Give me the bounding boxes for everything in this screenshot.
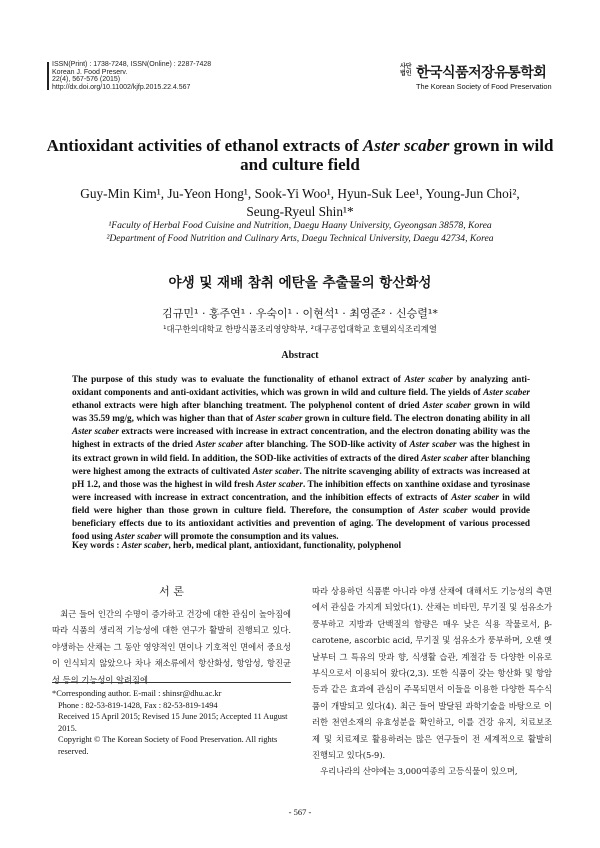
keywords-species: Aster scaber — [121, 540, 169, 550]
keywords-label: Key words : — [72, 540, 122, 550]
paper-title: Antioxidant activities of ethanol extracts of Aster scaber grown in wild and culture field — [46, 136, 554, 174]
meta-line-volume: 22(4), 567-576 (2015) — [52, 76, 121, 84]
meta-line-doi[interactable]: http://dx.doi.org/10.11002/kjfp.2015.22.4.567 — [52, 83, 191, 91]
intro-paragraph-1: 최근 들어 인간의 수명이 증가하고 건강에 대한 관심이 높아짐에 따라 식품의 생리적 기능성에 대한 연구가 활발히 진행되고 있다. 야생하는 산채는 그 동안 영양적인 면이나 기호적인 면에서 중요성이 인식되지 않았으나 차나 채소류에서 항산화성, 항암성, 항진균성 등의 기능성이 알려짐에 — [52, 609, 291, 685]
copyright: Copyright © The Korean Society of Food Preservation. All rights reserved. — [58, 735, 278, 756]
meta-bar — [47, 62, 49, 90]
keywords-list: , herb, medical plant, antioxidant, functionality, polyphenol — [168, 540, 401, 550]
body-column-right — [312, 583, 552, 780]
page-number: - 567 - — [288, 807, 312, 817]
society-name-en: The Korean Society of Food Preservation — [416, 82, 552, 91]
body-column-left — [52, 583, 291, 688]
journal-meta — [52, 61, 211, 91]
corresponding-email: *Corresponding author. E-mail : shinsr@dhu.ac.kr — [52, 689, 222, 698]
received-dates: Received 15 April 2015; Revised 15 June 2015; Accepted 11 August 2015. — [58, 712, 288, 733]
keywords — [72, 540, 530, 550]
authors — [40, 185, 560, 221]
authors-line2: Seung-Ryeul Shin¹* — [246, 204, 354, 219]
intro-paragraph-2: 우리나라의 산야에는 3,000여종의 고등식물이 있으며, — [320, 766, 518, 777]
affiliation-1: ¹Faculty of Herbal Food Cuisine and Nutrition, Daegu Haany University, Gyeongsan 38578, Korea — [108, 220, 492, 231]
meta-line-journal: Korean J. Food Preserv. — [52, 68, 128, 76]
intro-paragraph-1-cont: 따라 상용하던 식품뿐 아니라 야생 산채에 대해서도 기능성의 측면에서 관심을 가지게 되었다(1). 산채는 비타민, 무기질 및 섬유소가 풍부하고 지방과 단백질의 함량은 매우 낮은 식용 작물로서, β-carotene, ascorbic acid, 무기질 및 섬유소가 풍부하며, 오랜 옛날부터 그 특유의 맛과 향, 식생활 습관, 계절감 등 다양한 이유로 부식으로서 이용되어 왔다(2,3). 또한 식품이 갖는 항산화 및 항암 등과 같은 효과에 관심이 주목되면서 이들을 이용한 다양한 특수식품이 개발되고 있다(4). 최근 들어 발달된 과학기술을 바탕으로 이러한 천연소재의 유효성분을 확인하고, 이를 건강 유지, 치료보조제 및 치료제로 활용하려는 많은 연구들이 전 세계적으로 활발히 진행되고 있다(5-9). — [312, 586, 552, 761]
abstract-heading: Abstract — [281, 350, 319, 361]
authors-line1: Guy-Min Kim¹, Ju-Yeon Hong¹, Sook-Yi Woo¹, Hyun-Suk Lee¹, Young-Jun Choi², — [80, 186, 520, 201]
section-title-introduction: 서 론 — [159, 585, 184, 598]
affiliations — [40, 220, 560, 245]
footnote-divider — [52, 682, 291, 683]
korean-affiliations: ¹대구한의대학교 한방식품조리영양학부, ²대구공업대학교 호텔외식조리계열 — [163, 324, 437, 334]
corresponding-phone: Phone : 82-53-819-1428, Fax : 82-53-819-1494 — [58, 700, 218, 710]
abstract-body: The purpose of this study was to evaluate the functionality of ethanol extract of Aster scaber by analyzing anti-oxidant components and anti-oxidant activities, which was grown in wild and culture field. The yields of Aster scaber ethanol extracts were high after blanching treatment. The polyphenol content of dried Aster scaber grown in wild was 35.59 mg/g, which was higher than that of Aster scaber grown in culture field. The electron donating ability in all Aster scaber extracts were increased with increase in extract concentration, and the electron donating ability was the highest in extracts of the dried Aster scaber after blanching. The SOD-like activity of Aster scaber was the highest in its extract grown in wild field. In addition, the SOD-like activities of extracts of the dired Aster scaber after blanching were highest among the extracts of cultivated Aster scaber. The nitrite scavenging ability of extracts was increased at pH 1.2, and those was the highest in wild fresh Aster scaber. The inhibition effects on xanthine oxidase and tyrosinase were increased with increase in extract concentration, and the inhibition effects of extracts of Aster scaber in wild field were higher than those grown in culture field. Therefore, the consumption of Aster scaber would provide beneficiary effects due to its antioxidant activities and prevention of aging. The development of various processed food using Aster scaber will promote the consumption and its values. — [72, 374, 531, 542]
logo-mark: 사단 법인 — [400, 64, 412, 77]
korean-title: 야생 및 재배 참취 에탄올 추출물의 항산화성 — [168, 275, 432, 291]
korean-authors: 김규민¹ · 홍주연¹ · 우숙이¹ · 이현석¹ · 최영준² · 신승렬¹* — [162, 307, 438, 320]
corresponding-info — [52, 688, 292, 758]
meta-line-issn: ISSN(Print) : 1738-7248, ISSN(Online) : 2287-7428 — [52, 61, 212, 68]
title-species: Aster scaber — [362, 136, 450, 155]
society-logo — [400, 62, 560, 96]
society-name-kr: 한국식품저장유통학회 — [416, 65, 547, 81]
affiliation-2: ²Department of Food Nutrition and Culinary Arts, Daegu Technical University, Daegu 42734, Korea — [106, 232, 494, 244]
